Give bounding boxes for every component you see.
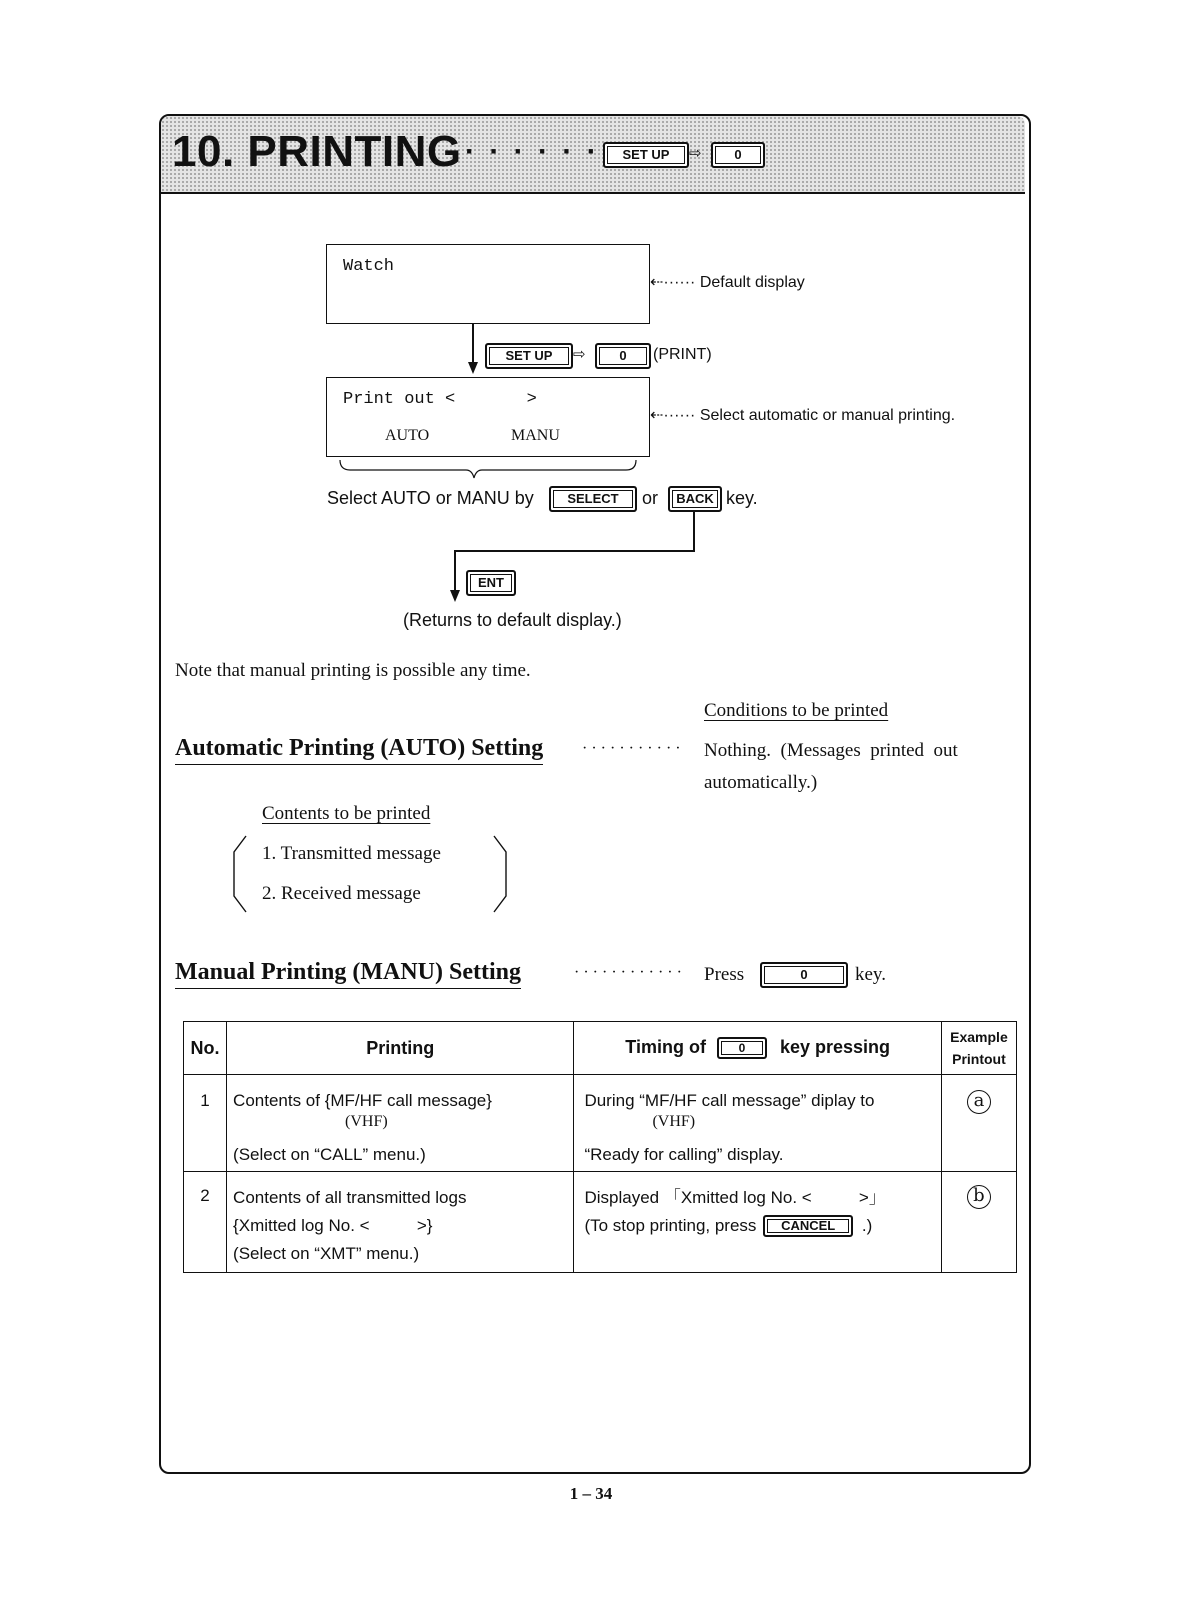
screen-default-display — [326, 244, 650, 324]
default-display-note: ⇠······ Default display — [650, 274, 805, 291]
col-example: Example Printout — [941, 1022, 1016, 1075]
page-title: 10. PRINTING — [172, 127, 462, 176]
right-arrow-icon: ⇨ — [573, 345, 586, 363]
right-paren-icon — [490, 834, 512, 914]
row-no: 2 — [184, 1172, 227, 1273]
col-no: No. — [184, 1022, 227, 1075]
brace-icon — [338, 458, 638, 482]
row-example — [941, 1075, 1016, 1172]
table-header-row — [184, 1022, 1017, 1075]
flow-line — [693, 512, 695, 552]
down-arrow-icon — [468, 362, 478, 374]
zero-key-header: 0 — [717, 1037, 767, 1059]
flow-line — [472, 324, 474, 364]
note-line: Note that manual printing is possible any time. — [175, 660, 531, 681]
zero-key: 0 — [711, 142, 765, 168]
col-timing: Timing of 0 key pressing — [574, 1022, 941, 1075]
flow-line — [454, 550, 695, 552]
select-instruction: Select AUTO or MANU by — [327, 488, 534, 508]
content-item-1: 1. Transmitted message — [262, 843, 441, 864]
zero-key-step: 0 — [595, 343, 651, 369]
setup-key: SET UP — [603, 142, 689, 168]
example-circled-b: b — [967, 1185, 991, 1209]
key-text: key. — [726, 488, 758, 508]
dotted-arrow-icon: ⇠······ — [650, 407, 700, 424]
row-timing: Displayed 「Xmitted log No. < >」 (To stop printing, press CANCEL .) — [574, 1172, 941, 1273]
screen-print-out-text: Print out < > — [343, 390, 537, 409]
zero-key-manual: 0 — [760, 962, 848, 988]
contents-label: Contents to be printed — [262, 803, 431, 824]
row-printing: Contents of all transmitted logs {Xmitted log No. < >} (Select on “XMT” menu.) — [227, 1172, 574, 1273]
flow-line — [454, 550, 456, 592]
content-item-2: 2. Received message — [262, 883, 421, 904]
left-paren-icon — [228, 834, 250, 914]
page-number: 1 – 34 — [569, 1484, 613, 1503]
col-printing: Printing — [227, 1022, 574, 1075]
title-leader-dots: · · · · · · — [465, 135, 600, 168]
table-row — [184, 1172, 1017, 1273]
auto-condition-text: Nothing. (Messages printed out — [704, 740, 958, 761]
select-mode-note: ⇠······ Select automatic or manual printing. — [650, 407, 956, 424]
back-key: BACK — [668, 486, 722, 512]
auto-heading: Automatic Printing (AUTO) Setting — [175, 735, 543, 765]
press-text: Press — [704, 964, 745, 985]
row-timing: During “MF/HF call message” diplay to (VHF) “Ready for calling” display. — [574, 1075, 941, 1172]
row-example — [941, 1172, 1016, 1273]
auto-leader-dots: · · · · · · · · · · · — [582, 740, 681, 757]
row-printing: Contents of {MF/HF call message} (VHF) (Select on “CALL” menu.) — [227, 1075, 574, 1172]
right-arrow-icon: ⇨ — [689, 144, 702, 162]
row-no: 1 — [184, 1075, 227, 1172]
print-note: (PRINT) — [653, 346, 712, 363]
key-text: key. — [855, 964, 886, 985]
or-text: or — [642, 488, 659, 508]
manual-heading: Manual Printing (MANU) Setting — [175, 959, 521, 989]
dotted-arrow-icon: ⇠······ — [650, 274, 700, 291]
auto-condition-text-2: automatically.) — [704, 772, 818, 793]
screen-print-out — [326, 377, 650, 457]
ent-key: ENT — [466, 570, 516, 596]
screen-watch-text: Watch — [343, 257, 395, 276]
cancel-key: CANCEL — [763, 1215, 853, 1237]
screen-manu-option: MANU — [511, 427, 560, 444]
returns-note: (Returns to default display.) — [403, 610, 622, 630]
down-arrow-icon — [450, 590, 460, 602]
table-row — [184, 1075, 1017, 1172]
setup-key-step: SET UP — [485, 343, 573, 369]
example-circled-a: a — [967, 1090, 991, 1114]
select-key: SELECT — [549, 486, 637, 512]
screen-auto-option: AUTO — [385, 427, 430, 444]
conditions-label: Conditions to be printed — [704, 700, 889, 721]
print-table — [183, 1021, 1017, 1273]
manual-leader-dots: · · · · · · · · · · · · — [574, 964, 682, 981]
